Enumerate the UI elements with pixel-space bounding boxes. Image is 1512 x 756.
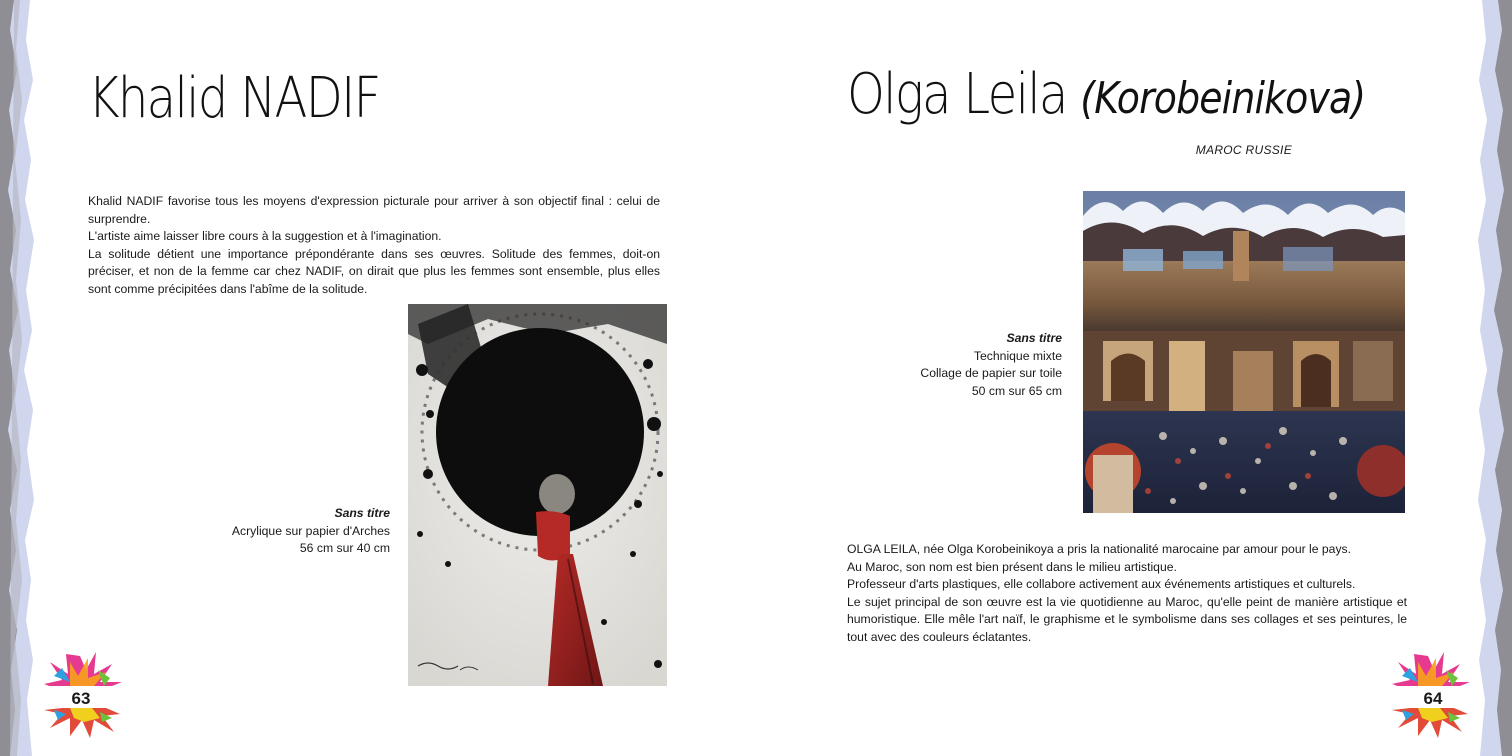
bio-paragraph: Khalid NADIF favorise tous les moyens d'expression picturale pour arriver à son objectif final : celui de surprendre. [88, 194, 660, 226]
artwork-title: Sans titre [334, 506, 390, 520]
bio-paragraph: Le sujet principal de son œuvre est la vie quotidienne au Maroc, qu'elle peint de manière artistique et humoristique. Elle mêle l'art naïf, le graphisme et le symbolisme dans ses collages et ses peintures, le tout avec des couleurs éclatantes. [847, 594, 1407, 644]
page-number-left: 63 [71, 689, 91, 708]
artist-country: MAROC RUSSIE [1195, 143, 1292, 157]
artwork-title: Sans titre [1006, 331, 1062, 345]
artist-name-main: Olga Leila [847, 62, 1067, 127]
bio-paragraph: L'artiste aime laisser libre cours à la suggestion et à l'imagination. [88, 229, 442, 244]
artwork-dimensions: 50 cm sur 65 cm [971, 383, 1062, 398]
artwork-caption-left [180, 505, 390, 558]
bio-paragraph: Professeur d'arts plastiques, elle collabore activement aux événements artistiques et culturels. [847, 577, 1356, 592]
artwork-image-right [1083, 191, 1405, 513]
page-number-right: 64 [1423, 689, 1443, 708]
artwork-dimensions: 56 cm sur 40 cm [299, 541, 390, 555]
artwork-caption-right [860, 330, 1062, 400]
bio-paragraph: Au Maroc, son nom est bien présent dans le milieu artistique. [847, 559, 1177, 574]
artist-bio-right [847, 541, 1407, 647]
artwork-medium: Acrylique sur papier d'Arches [231, 523, 390, 538]
artist-alt-name: (Korobeinikova) [1080, 73, 1366, 124]
bio-paragraph: La solitude détient une importance prépondérante dans ses œuvres. Solitude des femmes, doit-on préciser, et non de la femme car chez NADIF, on dirait que plus les femmes sont ensemble, plus elles sont comme précipitées dans l'abîme de la solitude. [88, 246, 660, 296]
artwork-medium: Collage de papier sur toile [920, 366, 1062, 380]
artwork-image-left [408, 304, 667, 686]
artist-name-left: Khalid NADIF [88, 66, 380, 131]
artist-bio-left [88, 193, 660, 299]
bio-paragraph: OLGA LEILA, née Olga Korobeinikoya a pris la nationalité marocaine par amour pour le pays. [847, 542, 1352, 556]
artwork-technique: Technique mixte [973, 348, 1062, 363]
torn-edge-left [0, 0, 42, 756]
artist-name-right [847, 62, 1365, 127]
torn-edge-right [1468, 0, 1512, 756]
